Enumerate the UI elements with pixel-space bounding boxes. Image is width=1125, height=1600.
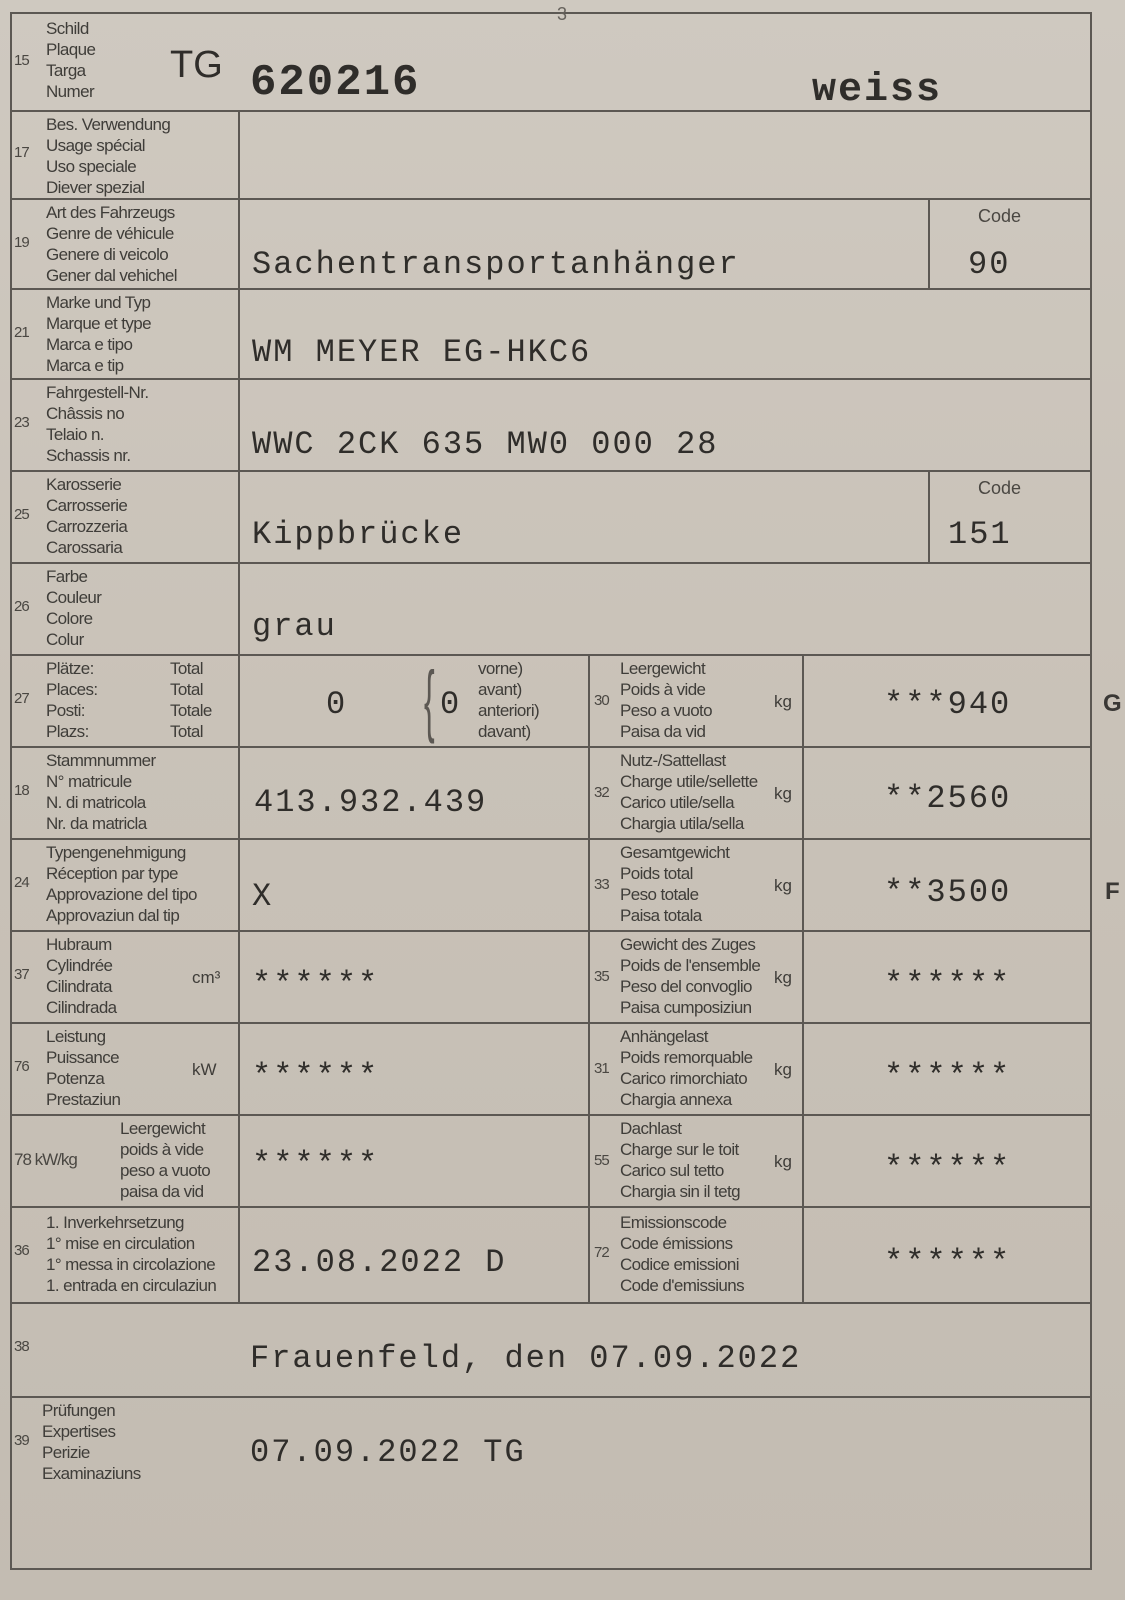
seats-front-labels — [478, 658, 539, 742]
field-number: 21 — [14, 324, 29, 341]
total-label: Total — [170, 659, 203, 678]
label-it: Uso speciale — [46, 157, 137, 176]
field-number: 78 kW/kg — [14, 1150, 77, 1169]
label-rm: Chargia utila/sella — [620, 814, 744, 833]
label-rm: Gener dal vehichel — [46, 266, 177, 285]
front-label: davant) — [478, 722, 531, 741]
train-weight-value: ****** — [884, 966, 1012, 1003]
label-fr: Réception par type — [46, 864, 178, 883]
label-de: Bes. Verwendung — [46, 115, 171, 134]
power-value: ****** — [252, 1058, 380, 1095]
total-weight-labels — [620, 842, 729, 926]
vehicle-type-value-cell — [238, 200, 928, 288]
field-number: 19 — [14, 234, 29, 251]
issue-place-date: Frauenfeld, den 07.09.2022 — [250, 1340, 802, 1377]
label-it: Carico rimorchiato — [620, 1069, 748, 1088]
payload-value-cell — [802, 748, 1090, 838]
label-rm: Paisa da vid — [620, 722, 706, 741]
label-fr: poids à vide — [120, 1140, 204, 1159]
label-fr: Poids remorquable — [620, 1048, 753, 1067]
label-it: Colore — [46, 609, 93, 628]
seats-total-labels — [170, 658, 212, 742]
special-use-value-cell — [238, 112, 1090, 198]
label-de: Leergewicht — [120, 1119, 206, 1138]
power-ratio-labels — [120, 1118, 210, 1202]
label-it: Potenza — [46, 1069, 105, 1088]
color-value-cell — [238, 564, 1090, 654]
unit: cm³ — [192, 968, 221, 987]
make-model-labels — [46, 292, 151, 376]
label-rm: Carossaria — [46, 538, 123, 557]
field-number: 25 — [14, 506, 29, 523]
code-label: Code — [978, 478, 1022, 498]
roof-load-label-cell — [588, 1116, 802, 1206]
label-fr: Genre de véhicule — [46, 224, 174, 243]
label-de: Karosserie — [46, 475, 122, 494]
ratio-roof-row — [12, 1116, 1090, 1208]
label-fr: Plaque — [46, 40, 96, 59]
payload-labels — [620, 750, 758, 834]
label-it: Carrozzeria — [46, 517, 128, 536]
body-code: 151 — [948, 516, 1012, 553]
label-de: Anhängelast — [620, 1027, 708, 1046]
label-it: Codice emissioni — [620, 1255, 739, 1274]
label-fr: 1° mise en circulation — [46, 1234, 195, 1253]
label-it: Genere di veicolo — [46, 245, 169, 264]
displacement-value-cell — [238, 932, 588, 1022]
inspections-row — [12, 1398, 1090, 1494]
power-towing-row — [12, 1024, 1090, 1116]
total-label: Total — [170, 722, 203, 741]
displacement-value: ****** — [252, 966, 380, 1003]
field-number: 23 — [14, 414, 29, 431]
emission-code-label-cell — [588, 1208, 802, 1302]
label-it: Approvazione del tipo — [46, 885, 197, 904]
unit: kg — [774, 692, 792, 711]
inspections-labels — [42, 1400, 141, 1484]
displacement-train-row — [12, 932, 1090, 1024]
vehicle-type-code: 90 — [968, 246, 1011, 283]
power-ratio-value-cell — [238, 1116, 588, 1206]
unit: kg — [774, 1152, 792, 1171]
chassis-labels — [46, 382, 148, 466]
label-it: Perizie — [42, 1443, 90, 1462]
label-de: Hubraum — [46, 935, 112, 954]
power-ratio-value: ****** — [252, 1146, 380, 1183]
empty-weight-value-cell — [802, 656, 1090, 746]
chassis-row — [12, 380, 1090, 472]
chassis-value: WWC 2CK 635 MW0 000 28 — [252, 426, 719, 463]
label-fr: N° matricule — [46, 772, 132, 791]
label-rm: Approvaziun dal tip — [46, 906, 180, 925]
label-de: Marke und Typ — [46, 293, 151, 312]
plate-color: weiss — [812, 68, 943, 113]
field-number: 55 — [594, 1152, 609, 1169]
roof-load-value-cell — [802, 1116, 1090, 1206]
field-number: 36 — [14, 1242, 29, 1259]
towing-load-label-cell — [588, 1024, 802, 1114]
label-rm: Colur — [46, 630, 84, 649]
code-label: Code — [978, 206, 1022, 226]
unit: kg — [774, 876, 792, 895]
make-model-value: WM MEYER EG-HKC6 — [252, 334, 592, 371]
label-de: Dachlast — [620, 1119, 682, 1138]
field-number: 27 — [14, 690, 29, 707]
label-de: Prüfungen — [42, 1401, 116, 1420]
label-fr: Usage spécial — [46, 136, 145, 155]
label-rm: Paisa totala — [620, 906, 702, 925]
label-de: Stammnummer — [46, 751, 156, 770]
seats-labels — [46, 658, 98, 742]
unit: kW — [192, 1060, 217, 1079]
color-labels — [46, 566, 101, 650]
train-weight-label-cell — [588, 932, 802, 1022]
label-rm: Prestaziun — [46, 1090, 121, 1109]
field-number: 26 — [14, 598, 29, 615]
total-label: Total — [170, 680, 203, 699]
label-rm: Chargia annexa — [620, 1090, 732, 1109]
color-row — [12, 564, 1090, 656]
plate-number: 620216 — [250, 58, 421, 108]
roof-load-value: ****** — [884, 1150, 1012, 1187]
make-model-row — [12, 290, 1090, 380]
type-approval-value-cell — [238, 840, 588, 930]
special-use-row — [12, 112, 1090, 200]
field-number: 72 — [594, 1244, 609, 1261]
edge-letter-g: G — [1103, 690, 1122, 717]
power-labels — [46, 1026, 120, 1110]
label-rm: Code d'emissiuns — [620, 1276, 745, 1295]
field-number: 38 — [14, 1338, 29, 1355]
label-de: Nutz-/Sattellast — [620, 751, 726, 770]
label-rm: Examinaziuns — [42, 1464, 141, 1483]
payload-label-cell — [588, 748, 802, 838]
label-it: N. di matricola — [46, 793, 146, 812]
plate-row — [12, 14, 1090, 112]
seats-value-cell — [238, 656, 588, 746]
label-fr: Poids total — [620, 864, 693, 883]
front-label: anteriori) — [478, 701, 540, 720]
label-de: Gewicht des Zuges — [620, 935, 756, 954]
type-approval-value: X — [252, 878, 274, 915]
empty-weight-labels — [620, 658, 712, 742]
label-rm: Chargia sin il tetg — [620, 1182, 740, 1201]
emission-code-value: ****** — [884, 1244, 1012, 1281]
label-fr: Couleur — [46, 588, 102, 607]
label-rm: Marca e tip — [46, 356, 124, 375]
approval-total-weight-row — [12, 840, 1090, 932]
field-number: 30 — [594, 692, 609, 709]
matriculation-value: 413.932.439 — [254, 784, 488, 821]
train-weight-labels — [620, 934, 760, 1018]
empty-weight-value: ***940 — [884, 686, 1012, 723]
plate-labels — [46, 18, 95, 102]
field-number: 39 — [14, 1432, 29, 1449]
label-it: peso a vuoto — [120, 1161, 211, 1180]
label-it: Peso del convoglio — [620, 977, 752, 996]
color-value: grau — [252, 608, 337, 645]
field-number: 37 — [14, 966, 29, 983]
towing-load-value-cell — [802, 1024, 1090, 1114]
label-fr: Expertises — [42, 1422, 116, 1441]
body-value-cell — [238, 472, 928, 562]
field-number: 24 — [14, 874, 29, 891]
seats-total-value: 0 — [326, 686, 348, 723]
brace-open-icon: { — [424, 655, 435, 744]
label-rm: Diever spezial — [46, 178, 145, 197]
total-label: Totale — [170, 701, 212, 720]
label-fr: Poids de l'ensemble — [620, 956, 761, 975]
label-it: Targa — [46, 61, 86, 80]
plate-canton: TG — [170, 44, 223, 86]
emission-code-labels — [620, 1212, 744, 1296]
first-registration-labels — [46, 1212, 216, 1296]
label-fr: Châssis no — [46, 404, 125, 423]
field-number: 76 — [14, 1058, 29, 1075]
total-weight-value: **3500 — [884, 874, 1012, 911]
field-number: 32 — [594, 784, 609, 801]
label-rm: 1. entrada en circulaziun — [46, 1276, 217, 1295]
field-number: 33 — [594, 876, 609, 893]
label-it: Marca e tipo — [46, 335, 133, 354]
payload-value: **2560 — [884, 780, 1012, 817]
body-row — [12, 472, 1090, 564]
body-code-cell — [928, 472, 1090, 562]
label-fr: Puissance — [46, 1048, 120, 1067]
vehicle-type-labels — [46, 202, 177, 286]
registration-emission-row — [12, 1208, 1090, 1304]
label-fr: Places: — [46, 680, 98, 699]
total-weight-label-cell — [588, 840, 802, 930]
front-label: vorne) — [478, 659, 523, 678]
label-rm: Plazs: — [46, 722, 89, 741]
label-rm: Cilindrada — [46, 998, 117, 1017]
power-value-cell — [238, 1024, 588, 1114]
label-it: Carico sul tetto — [620, 1161, 724, 1180]
label-it: Carico utile/sella — [620, 793, 734, 812]
edge-letter-f: F — [1105, 878, 1120, 905]
total-weight-value-cell — [802, 840, 1090, 930]
label-de: Emissionscode — [620, 1213, 727, 1232]
special-use-labels — [46, 114, 170, 198]
vehicle-registration-form — [10, 4, 1092, 1570]
label-it: Peso totale — [620, 885, 699, 904]
vehicle-type-value: Sachentransportanhänger — [252, 246, 740, 283]
label-it: Telaio n. — [46, 425, 104, 444]
unit: kg — [774, 968, 792, 987]
label-rm: paisa da vid — [120, 1182, 204, 1201]
label-rm: Numer — [46, 82, 95, 101]
make-model-value-cell — [238, 290, 1090, 378]
label-fr: Charge sur le toit — [620, 1140, 739, 1159]
field-number: 15 — [14, 52, 29, 69]
first-registration-value-cell — [238, 1208, 588, 1302]
emission-code-value-cell — [802, 1208, 1090, 1302]
label-fr: Cylindrée — [46, 956, 113, 975]
label-fr: Poids à vide — [620, 680, 706, 699]
issue-row — [12, 1304, 1090, 1398]
front-label: avant) — [478, 680, 522, 699]
field-number: 18 — [14, 782, 29, 799]
empty-weight-label-cell — [588, 656, 802, 746]
label-de: Fahrgestell-Nr. — [46, 383, 149, 402]
label-de: Plätze: — [46, 659, 94, 678]
unit: kg — [774, 1060, 792, 1079]
towing-load-value: ****** — [884, 1058, 1012, 1095]
type-approval-labels — [46, 842, 197, 926]
matriculation-value-cell — [238, 748, 588, 838]
label-de: Schild — [46, 19, 89, 38]
body-value: Kippbrücke — [252, 516, 465, 553]
chassis-value-cell — [238, 380, 1090, 470]
vehicle-type-row — [12, 200, 1090, 290]
seats-weight-row — [12, 656, 1090, 748]
matriculation-labels — [46, 750, 156, 834]
label-it: Peso a vuoto — [620, 701, 713, 720]
label-de: Leistung — [46, 1027, 106, 1046]
label-de: Farbe — [46, 567, 88, 586]
label-rm: Nr. da matricla — [46, 814, 147, 833]
label-de: 1. Inverkehrsetzung — [46, 1213, 184, 1232]
label-fr: Code émissions — [620, 1234, 733, 1253]
label-fr: Marque et type — [46, 314, 151, 333]
label-de: Typengenehmigung — [46, 843, 186, 862]
label-it: Posti: — [46, 701, 85, 720]
body-labels — [46, 474, 127, 558]
field-number: 17 — [14, 144, 29, 161]
roof-load-labels — [620, 1118, 740, 1202]
label-de: Art des Fahrzeugs — [46, 203, 175, 222]
label-rm: Paisa cumposiziun — [620, 998, 752, 1017]
displacement-labels — [46, 934, 117, 1018]
seats-front-value: 0 — [440, 686, 462, 723]
first-registration-value: 23.08.2022 D — [252, 1244, 507, 1281]
label-it: Cilindrata — [46, 977, 112, 996]
label-de: Leergewicht — [620, 659, 706, 678]
vehicle-type-code-cell — [928, 200, 1090, 288]
unit: kg — [774, 784, 792, 803]
label-de: Gesamtgewicht — [620, 843, 730, 862]
label-fr: Charge utile/sellette — [620, 772, 758, 791]
field-number: 35 — [594, 968, 609, 985]
towing-load-labels — [620, 1026, 753, 1110]
field-number: 31 — [594, 1060, 609, 1077]
matriculation-payload-row — [12, 748, 1090, 840]
page-number: 3 — [557, 4, 568, 24]
inspections-value: 07.09.2022 TG — [250, 1434, 526, 1471]
label-fr: Carrosserie — [46, 496, 128, 515]
label-rm: Schassis nr. — [46, 446, 131, 465]
train-weight-value-cell — [802, 932, 1090, 1022]
label-it: 1° messa in circolazione — [46, 1255, 216, 1274]
